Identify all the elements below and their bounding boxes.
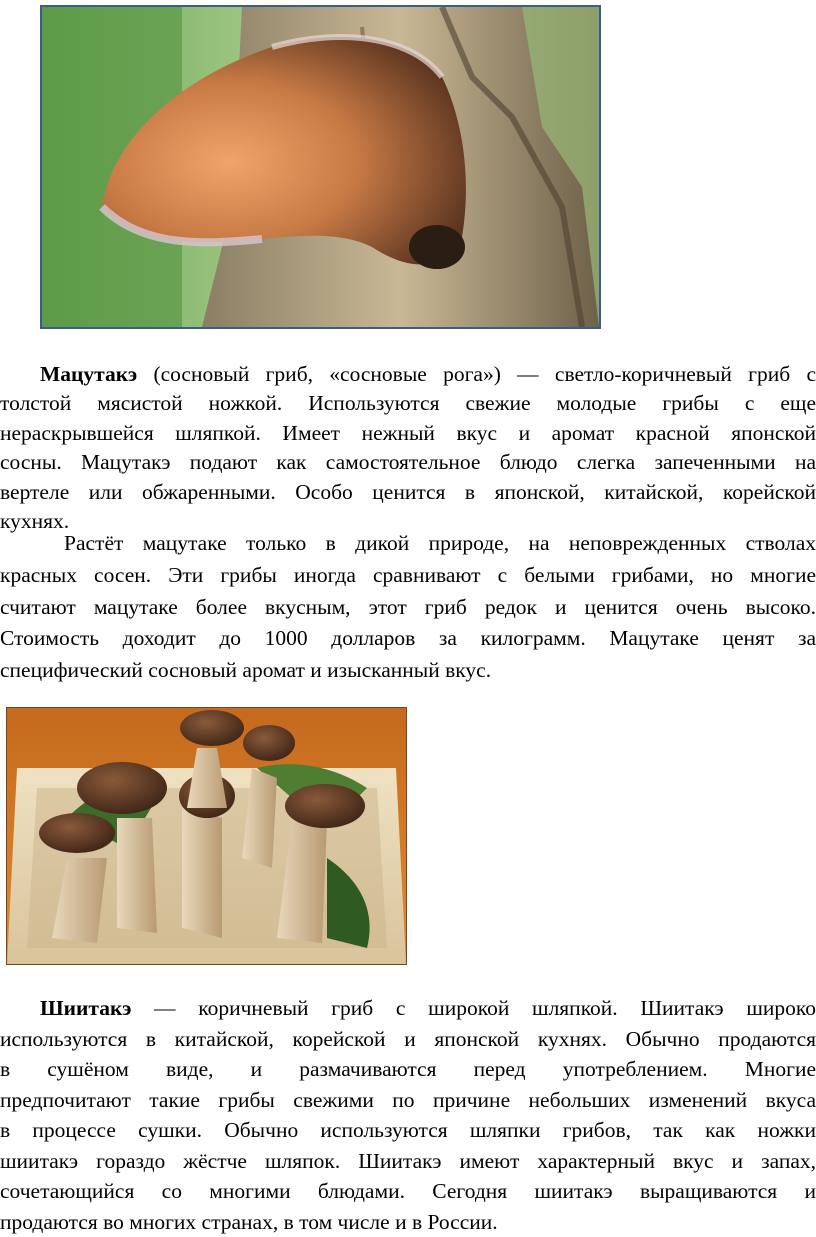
paragraph-line: используются в китайской, корейской и японской кухнях. Обычно продаются <box>0 1024 816 1055</box>
paragraph-line: считают мацутаке более вкусным, этот гриб редок и ценится очень высоко. <box>0 592 816 624</box>
pine-mushroom-photo <box>40 5 601 329</box>
paragraph-line: Стоимость доходит до 1000 долларов за килограмм. Мацутаке ценят за <box>0 623 816 655</box>
matsutake-term: Мацутакэ <box>40 362 137 386</box>
shiitake-term: Шиитакэ <box>40 996 131 1020</box>
paragraph-line: предпочитают такие грибы свежими по причине небольших изменений вкуса <box>0 1085 816 1116</box>
pine-mushroom-on-tree-icon <box>42 7 599 327</box>
paragraph-line: Растёт мацутаке только в дикой природе, на неповрежденных стволах <box>0 528 816 560</box>
paragraph-line: сосны. Мацутакэ подают как самостоятельное блюдо слегка запеченными на <box>0 448 816 477</box>
paragraph-line: кухнях. <box>0 507 816 536</box>
paragraph-line: в сушёном виде, и размачиваются перед употреблением. Многие <box>0 1054 816 1085</box>
paragraph-line: продаются во многих странах, в том числе и в России. <box>0 1207 816 1237</box>
shiitake-paragraph <box>0 993 816 1237</box>
paragraph-line: сочетающийся со многими блюдами. Сегодня шиитакэ выращиваются и <box>0 1176 816 1207</box>
matsutake-growth-paragraph <box>0 528 816 687</box>
matsutake-basket-photo <box>6 707 407 965</box>
paragraph-line: шиитакэ гораздо жёстче шляпок. Шиитакэ имеют характерный вкус и запах, <box>0 1146 816 1177</box>
matsutake-basket-icon <box>7 708 406 964</box>
matsutake-paragraph <box>0 360 816 536</box>
paragraph-line: в процессе сушки. Обычно используются шляпки грибов, так как ножки <box>0 1115 816 1146</box>
paragraph-line: красных сосен. Эти грибы иногда сравнивают с белыми грибами, но многие <box>0 560 816 592</box>
paragraph-line: Мацутакэ (сосновый гриб, «сосновые рога») — светло-коричневый гриб с <box>0 360 816 389</box>
paragraph-line: толстой мясистой ножкой. Используются свежие молодые грибы с еще <box>0 389 816 418</box>
paragraph-line: нераскрывшейся шляпкой. Имеет нежный вкус и аромат красной японской <box>0 419 816 448</box>
paragraph-line: вертеле или обжаренными. Особо ценится в японской, китайской, корейской <box>0 478 816 507</box>
paragraph-line: специфический сосновый аромат и изысканный вкус. <box>0 655 816 687</box>
paragraph-line: Шиитакэ — коричневый гриб с широкой шляпкой. Шиитакэ широко <box>0 993 816 1024</box>
